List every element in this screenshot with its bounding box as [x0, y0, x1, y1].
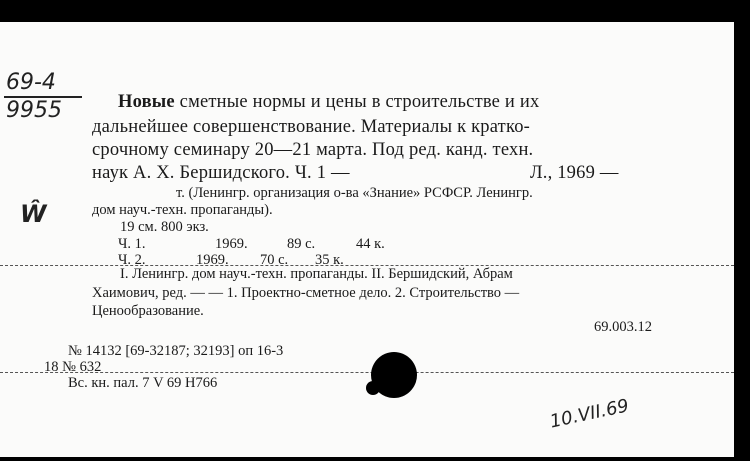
tracing-line-2: Хаимович, ред. — — 1. Проектно-сметное дело. 2. Строительство —	[92, 285, 520, 301]
entry-title-rest: сметные нормы и цены в строительстве и их	[179, 92, 540, 112]
handwritten-date-note: 10.VII.69	[548, 395, 631, 433]
part-2-number: Ч. 2.	[118, 252, 146, 268]
part-1-number: Ч. 1.	[118, 236, 146, 252]
part-2-pages: 70 с.	[260, 252, 289, 268]
scan-border-right	[734, 22, 750, 461]
part-1-pages: 89 с.	[287, 236, 316, 252]
part-1-price: 44 к.	[356, 236, 385, 252]
record-line-3: Вс. кн. пал. 7 V 69 Н766	[68, 375, 218, 391]
scan-border-bottom	[0, 457, 750, 461]
part-2-year: 1969.	[196, 252, 229, 268]
handwritten-code-top: 69-4	[6, 70, 56, 95]
entry-title-first-word: Новые	[118, 92, 175, 112]
entry-line-5: т. (Ленингр. организация о-ва «Знание» РСФСР. Ленингр.	[176, 185, 533, 201]
ruled-line-2	[0, 372, 734, 373]
record-line-2: 18 № 632	[44, 359, 102, 375]
entry-line-6: дом науч.-техн. пропаганды).	[92, 202, 273, 218]
tracing-line-1: I. Ленингр. дом науч.-техн. пропаганды. II. Бершидский, Абрам	[120, 266, 513, 282]
part-1-year: 1969.	[215, 236, 248, 252]
entry-line-3: срочному семинару 20—21 марта. Под ред. канд. техн.	[92, 140, 534, 160]
ink-blot-small	[366, 381, 380, 395]
record-line-1: № 14132 [69-32187; 32193] оп 16-3	[68, 343, 284, 359]
handwritten-side-mark: Ŵ	[20, 200, 47, 228]
handwritten-code-bottom: 9955	[6, 98, 62, 123]
class-number: 69.003.12	[594, 319, 652, 335]
entry-line-4b: Л., 1969 —	[530, 163, 619, 183]
entry-line-2: дальнейшее совершенствование. Материалы к кратко-	[92, 117, 531, 137]
part-2-price: 35 к.	[315, 252, 344, 268]
entry-line-4a: наук А. Х. Бершидского. Ч. 1 —	[92, 163, 350, 183]
entry-line-1	[118, 92, 539, 113]
tracing-line-3: Ценообразование.	[92, 303, 204, 319]
entry-size-line: 19 см. 800 экз.	[120, 219, 209, 235]
